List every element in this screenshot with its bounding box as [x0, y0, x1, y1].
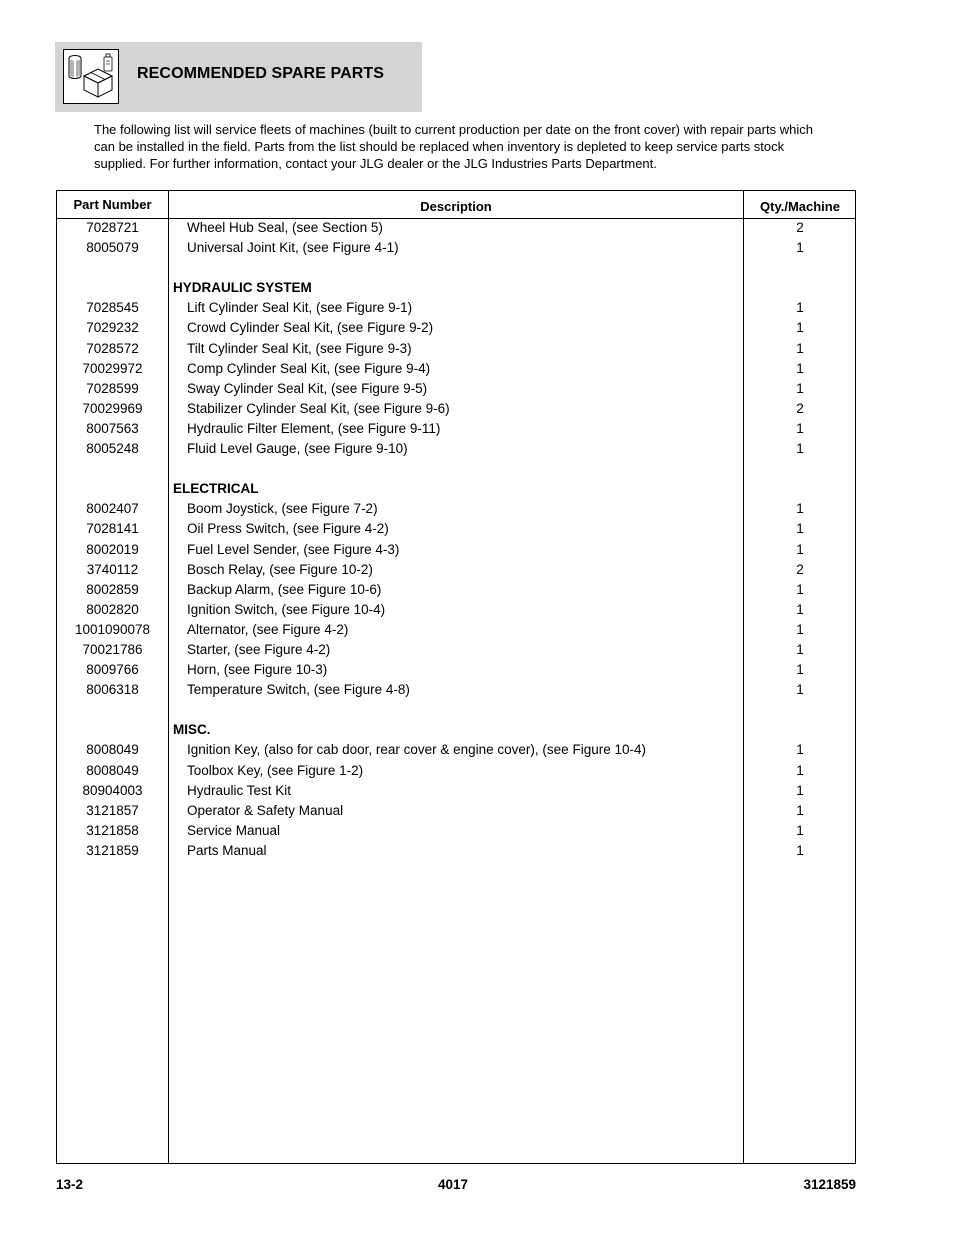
- description-cell: Hydraulic Filter Element, (see Figure 9-11): [187, 420, 441, 436]
- part-number-cell: 3121857: [86, 802, 139, 818]
- part-number-cell: 8005248: [86, 441, 139, 457]
- table-row: [57, 741, 855, 761]
- description-cell: Comp Cylinder Seal Kit, (see Figure 9-4): [187, 360, 431, 376]
- description-cell: Boom Joystick, (see Figure 7-2): [187, 501, 378, 517]
- table-row: [57, 601, 855, 621]
- description-cell: Hydraulic Test Kit: [187, 782, 292, 798]
- header-part-number: Part Number: [73, 197, 152, 212]
- table-row: [57, 420, 855, 440]
- part-number-cell: 70021786: [82, 641, 143, 657]
- qty-cell: 1: [796, 762, 804, 778]
- qty-cell: 1: [796, 842, 804, 858]
- table-row: [57, 239, 855, 259]
- description-cell: Wheel Hub Seal, (see Section 5): [187, 220, 383, 235]
- parts-table: [56, 190, 856, 1164]
- description-cell: Sway Cylinder Seal Kit, (see Figure 9-5): [187, 380, 428, 396]
- intro-paragraph: The following list will service fleets of machines (built to current production per date on the front cover) with repair parts which can be installed in the field. Parts from the list should be replaced when inventory is depleted to keep service parts stock supplied. For further information, contact your JLG dealer or the JLG Industries Parts Department.: [94, 122, 813, 171]
- part-number-cell: 7029232: [86, 320, 139, 336]
- table-row: [57, 380, 855, 400]
- section-heading-row: [57, 480, 855, 500]
- table-row: [57, 319, 855, 339]
- footer-page-number: 13-2: [56, 1177, 84, 1192]
- description-cell: Crowd Cylinder Seal Kit, (see Figure 9-2): [187, 320, 434, 336]
- footer-doc-number: 3121859: [803, 1177, 856, 1192]
- blank-row: [57, 701, 855, 721]
- qty-cell: 1: [796, 340, 804, 356]
- table-row: [57, 440, 855, 460]
- qty-cell: 2: [796, 561, 804, 577]
- qty-cell: 2: [796, 400, 804, 416]
- part-number-cell: 8002859: [86, 581, 139, 597]
- part-number-cell: 8008049: [86, 742, 139, 758]
- part-number-cell: 3740112: [86, 561, 139, 577]
- blank-row: [57, 259, 855, 279]
- table-row: [57, 661, 855, 681]
- qty-cell: 2: [796, 220, 804, 235]
- qty-cell: 1: [796, 360, 804, 376]
- table-row: [57, 581, 855, 601]
- part-number-cell: 8006318: [86, 682, 139, 698]
- description-cell: Fuel Level Sender, (see Figure 4-3): [187, 541, 400, 557]
- description-cell: Starter, (see Figure 4-2): [187, 641, 331, 657]
- table-row: [57, 299, 855, 319]
- part-number-cell: 7028599: [86, 380, 139, 396]
- table-row: [57, 641, 855, 661]
- description-cell: Service Manual: [187, 822, 281, 838]
- part-number-cell: 8002820: [86, 601, 139, 617]
- qty-cell: 1: [796, 682, 804, 698]
- qty-cell: 1: [796, 320, 804, 336]
- table-row: [57, 802, 855, 822]
- table-row: [57, 561, 855, 581]
- part-number-cell: 70029972: [82, 360, 143, 376]
- header-description: Description: [420, 199, 492, 214]
- qty-cell: 1: [796, 822, 804, 838]
- part-number-cell: 7028572: [86, 340, 139, 356]
- table-row: [57, 621, 855, 641]
- description-cell: Parts Manual: [187, 842, 267, 858]
- part-number-cell: 8002407: [86, 501, 139, 517]
- qty-cell: 1: [796, 621, 804, 637]
- qty-cell: 1: [796, 541, 804, 557]
- part-number-cell: 7028721: [86, 220, 139, 235]
- part-number-cell: 8005079: [86, 240, 139, 256]
- description-cell: Oil Press Switch, (see Figure 4-2): [187, 521, 389, 537]
- part-number-cell: 80904003: [82, 782, 143, 798]
- table-row: [57, 842, 855, 862]
- qty-cell: 1: [796, 742, 804, 758]
- description-cell: Ignition Key, (also for cab door, rear cover & engine cover), (see Figure 10-4): [187, 742, 646, 758]
- description-cell: Bosch Relay, (see Figure 10-2): [187, 561, 373, 577]
- qty-cell: 1: [796, 380, 804, 396]
- description-cell: Stabilizer Cylinder Seal Kit, (see Figure 9-6): [187, 400, 450, 416]
- description-cell: Lift Cylinder Seal Kit, (see Figure 9-1): [187, 300, 413, 316]
- header-qty: Qty./Machine: [760, 199, 840, 214]
- table-row: [57, 822, 855, 842]
- section-heading-row: [57, 721, 855, 741]
- description-cell: Ignition Switch, (see Figure 10-4): [187, 601, 386, 617]
- qty-cell: 1: [796, 782, 804, 798]
- part-number-cell: 8008049: [86, 762, 139, 778]
- description-cell: Alternator, (see Figure 4-2): [187, 621, 349, 637]
- description-cell: Toolbox Key, (see Figure 1-2): [187, 762, 364, 778]
- description-cell: Fluid Level Gauge, (see Figure 9-10): [187, 441, 408, 457]
- part-number-cell: 8009766: [86, 662, 139, 678]
- part-number-cell: 70029969: [82, 400, 143, 416]
- table-body: [57, 219, 855, 862]
- table-row: [57, 541, 855, 561]
- qty-cell: 1: [796, 662, 804, 678]
- table-row: [57, 219, 855, 239]
- table-row: [57, 681, 855, 701]
- qty-cell: 1: [796, 641, 804, 657]
- description-cell: Universal Joint Kit, (see Figure 4-1): [187, 240, 399, 256]
- footer-model: 4017: [438, 1177, 469, 1192]
- table-row: [57, 400, 855, 420]
- qty-cell: 1: [796, 601, 804, 617]
- part-number-cell: 7028141: [86, 521, 139, 537]
- qty-cell: 1: [796, 240, 804, 256]
- section-heading: HYDRAULIC SYSTEM: [173, 280, 312, 296]
- page-title: RECOMMENDED SPARE PARTS: [137, 65, 385, 82]
- spare-parts-icon: [63, 49, 119, 104]
- section-heading: ELECTRICAL: [173, 481, 259, 497]
- description-cell: Backup Alarm, (see Figure 10-6): [187, 581, 382, 597]
- table-row: [57, 762, 855, 782]
- part-number-cell: 3121859: [86, 842, 139, 858]
- description-cell: Tilt Cylinder Seal Kit, (see Figure 9-3): [187, 340, 412, 356]
- qty-cell: 1: [796, 441, 804, 457]
- part-number-cell: 8002019: [86, 541, 139, 557]
- description-cell: Temperature Switch, (see Figure 4-8): [187, 682, 410, 698]
- table-row: [57, 520, 855, 540]
- part-number-cell: 1001090078: [74, 621, 151, 637]
- qty-cell: 1: [796, 802, 804, 818]
- description-cell: Horn, (see Figure 10-3): [187, 662, 328, 678]
- table-row: [57, 500, 855, 520]
- part-number-cell: 3121858: [86, 822, 139, 838]
- part-number-cell: 8007563: [86, 420, 139, 436]
- qty-cell: 1: [796, 420, 804, 436]
- section-heading-row: [57, 279, 855, 299]
- qty-cell: 1: [796, 581, 804, 597]
- table-row: [57, 360, 855, 380]
- table-row: [57, 782, 855, 802]
- blank-row: [57, 460, 855, 480]
- part-number-cell: 7028545: [86, 300, 139, 316]
- table-row: [57, 340, 855, 360]
- qty-cell: 1: [796, 521, 804, 537]
- qty-cell: 1: [796, 300, 804, 316]
- qty-cell: 1: [796, 501, 804, 517]
- section-heading: MISC.: [173, 722, 211, 738]
- description-cell: Operator & Safety Manual: [187, 802, 344, 818]
